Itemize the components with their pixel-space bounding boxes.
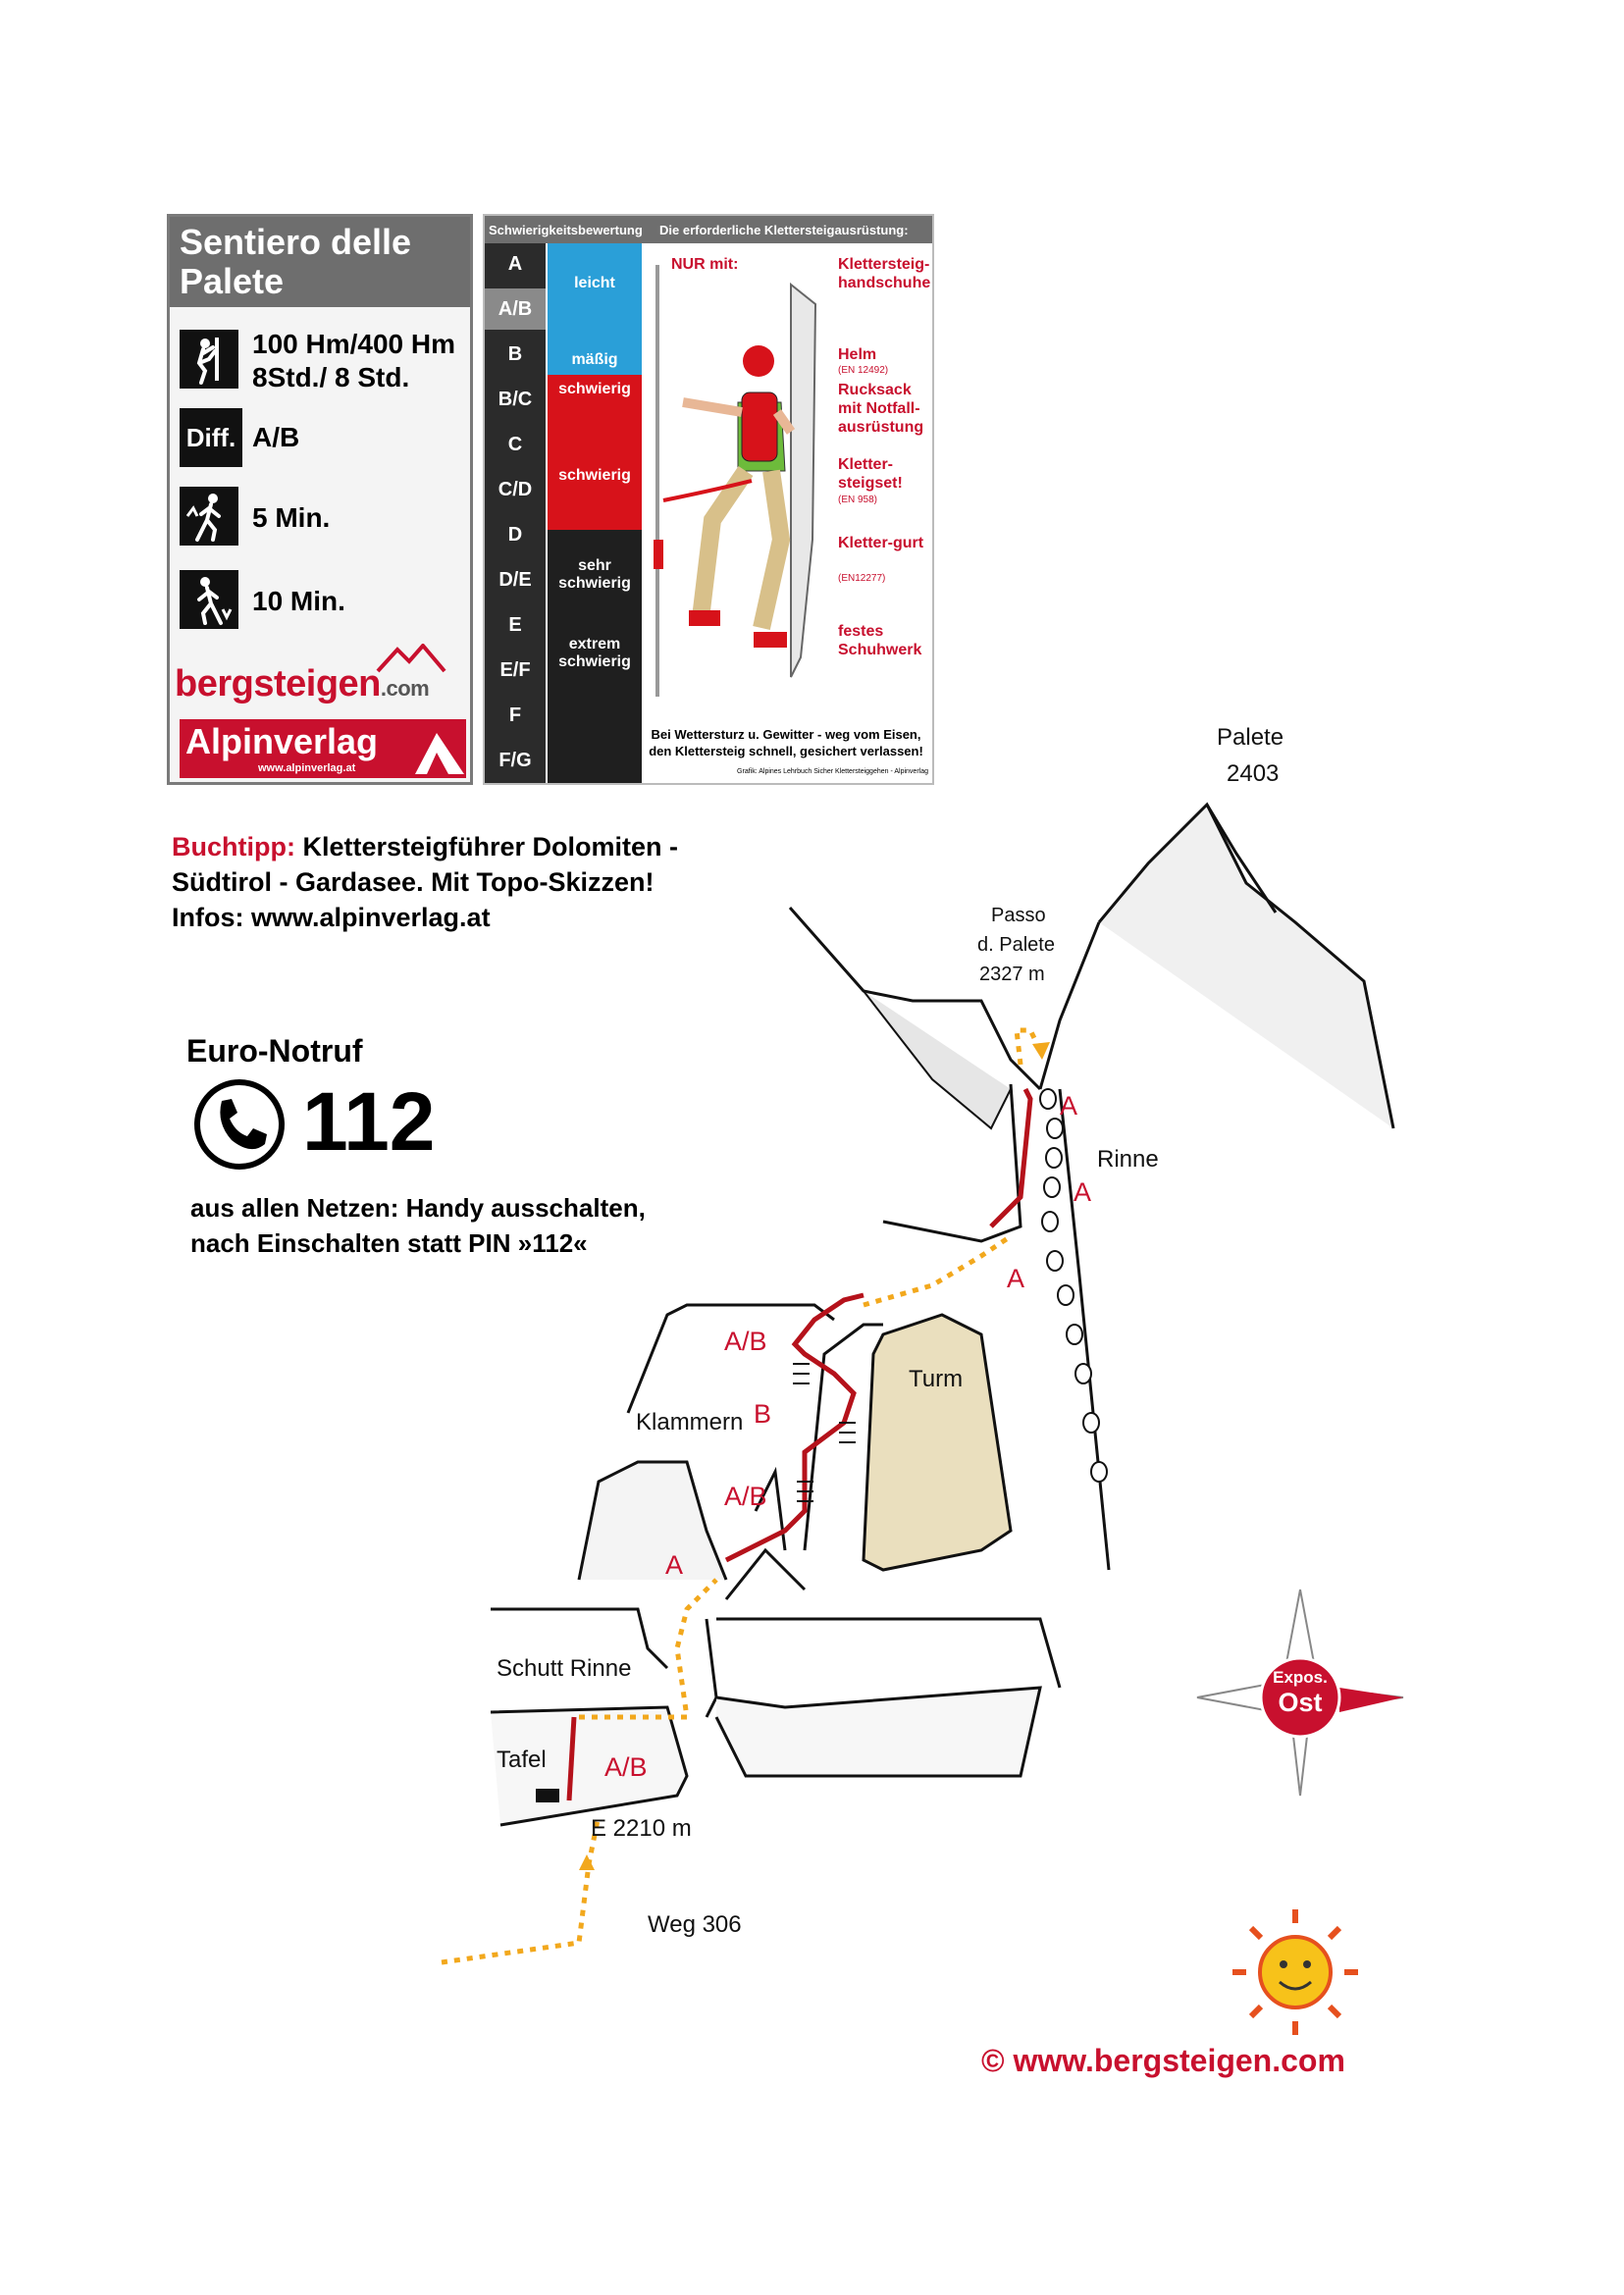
route-grade-a-1: A <box>1060 1091 1078 1121</box>
compass-label-1: Expos. <box>1273 1668 1328 1687</box>
gear-boots: festes Schuhwerk <box>838 623 922 658</box>
gear-set-norm: (EN 958) <box>838 495 878 505</box>
route-grade-a-4: A <box>665 1550 684 1580</box>
book-tip-lead: Buchtipp: <box>172 832 295 861</box>
approach-time: 5 Min. <box>252 502 331 533</box>
severity-massig: mäßig <box>571 351 618 368</box>
gear-helmet-norm: (EN 12492) <box>838 365 889 376</box>
route-grade-ab-1: A/B <box>724 1327 767 1356</box>
grade-bc: B/C <box>498 389 533 410</box>
emergency-number: 112 <box>302 1075 436 1168</box>
emergency-title: Euro-Notruf <box>186 1033 363 1069</box>
descent-time: 10 Min. <box>252 586 345 616</box>
book-tip-line1: Klettersteigführer Dolomiten - <box>302 832 679 861</box>
info-plaque-icon <box>536 1789 559 1802</box>
pass-label-2: d. Palete <box>977 934 1055 956</box>
pass-altitude: 2327 m <box>979 964 1045 985</box>
compass-label-2: Ost <box>1278 1688 1323 1717</box>
grade-b: B <box>507 343 523 365</box>
grade-fg: F/G <box>498 750 532 771</box>
route-grade-ab-3: A/B <box>604 1752 648 1782</box>
graphic-credit: Grafik: Alpines Lehrbuch Sicher Klettersteiggehen - Alpinverlag <box>737 768 928 775</box>
rinne-label: Rinne <box>1097 1146 1159 1173</box>
route-grade-a-2: A <box>1074 1177 1092 1207</box>
trail-number: Weg 306 <box>648 1911 742 1938</box>
approach-trail <box>442 1815 599 1962</box>
book-tip-line3: Infos: www.alpinverlag.at <box>172 903 491 932</box>
severity-schwierig-1: schwierig <box>558 381 631 397</box>
height-time-value: 100 Hm/400 Hm <box>252 329 456 359</box>
route-title: Sentiero delle Palete <box>180 222 412 301</box>
severity-extrem-schwierig: extrem schwierig <box>558 636 631 670</box>
severity-leicht: leicht <box>574 275 615 291</box>
route-grade-ab-2: A/B <box>724 1482 767 1511</box>
grade-cd: C/D <box>498 479 533 500</box>
turm-label: Turm <box>909 1366 964 1392</box>
grade-panel-header: Schwierigkeitsbewertung Die erforderliche Klettersteigausrüstung: <box>485 216 932 243</box>
schutt-rinne-label: Schutt Rinne <box>497 1655 632 1682</box>
gear-via-ferrata-set: Kletter-steigset! <box>838 456 903 492</box>
klammern-label: Klammern <box>636 1409 744 1435</box>
summit-outline <box>1099 805 1393 1128</box>
difficulty-label: Diff. <box>180 408 242 467</box>
entry-arrow-icon <box>579 1854 595 1870</box>
grade-d: D <box>507 524 523 546</box>
gear-harness: Kletter-gurt <box>838 535 924 551</box>
gear-backpack: Rucksack mit Notfall-ausrüstung <box>838 382 924 436</box>
grade-f: F <box>508 704 522 726</box>
grade-de: D/E <box>498 569 532 591</box>
sun-logo-icon <box>1232 1909 1358 2035</box>
weather-warning: Bei Wettersturz u. Gewitter - weg vom Eisen, den Klettersteig schnell, gesichert verlassen! <box>649 727 923 758</box>
book-tip-line2: Südtirol - Gardasee. Mit Topo-Skizzen! <box>172 867 655 897</box>
copyright-notice: © www.bergsteigen.com <box>981 2043 1345 2078</box>
nur-mit-label: NUR mit: <box>671 256 739 273</box>
route-grade-a-3: A <box>1007 1264 1025 1293</box>
grade-a: A <box>507 253 523 275</box>
turm-rock <box>864 1315 1011 1570</box>
gear-harness-norm: (EN12277) <box>838 573 886 584</box>
gear-gloves: Klettersteig-handschuhe <box>838 256 931 291</box>
severity-sehr-schwierig: sehr schwierig <box>558 557 631 592</box>
exit-arrow-icon <box>1032 1042 1050 1060</box>
summit-name: Palete <box>1217 724 1284 751</box>
emergency-text: aus allen Netzen: Handy ausschalten, nach Einschalten statt PIN »112« <box>190 1193 646 1258</box>
gear-helmet: Helm <box>838 346 877 363</box>
entry-altitude: E 2210 m <box>591 1815 692 1842</box>
pass-label-1: Passo <box>991 905 1046 926</box>
summit-altitude: 2403 <box>1227 760 1280 787</box>
bergsteigen-logo: bergsteigen.com <box>175 663 430 704</box>
difficulty-value: A/B <box>252 422 300 452</box>
total-time-value: 8Std./ 8 Std. <box>252 362 410 392</box>
severity-schwierig-2: schwierig <box>558 467 631 484</box>
grade-ef: E/F <box>499 659 531 681</box>
alpinverlag-logo: Alpinverlag www.alpinverlag.at <box>180 719 466 778</box>
grade-c: C <box>507 434 523 455</box>
grade-e: E <box>508 614 522 636</box>
route-grade-b: B <box>754 1399 772 1429</box>
tafel-label: Tafel <box>497 1747 547 1773</box>
grade-ab: A/B <box>498 298 533 320</box>
